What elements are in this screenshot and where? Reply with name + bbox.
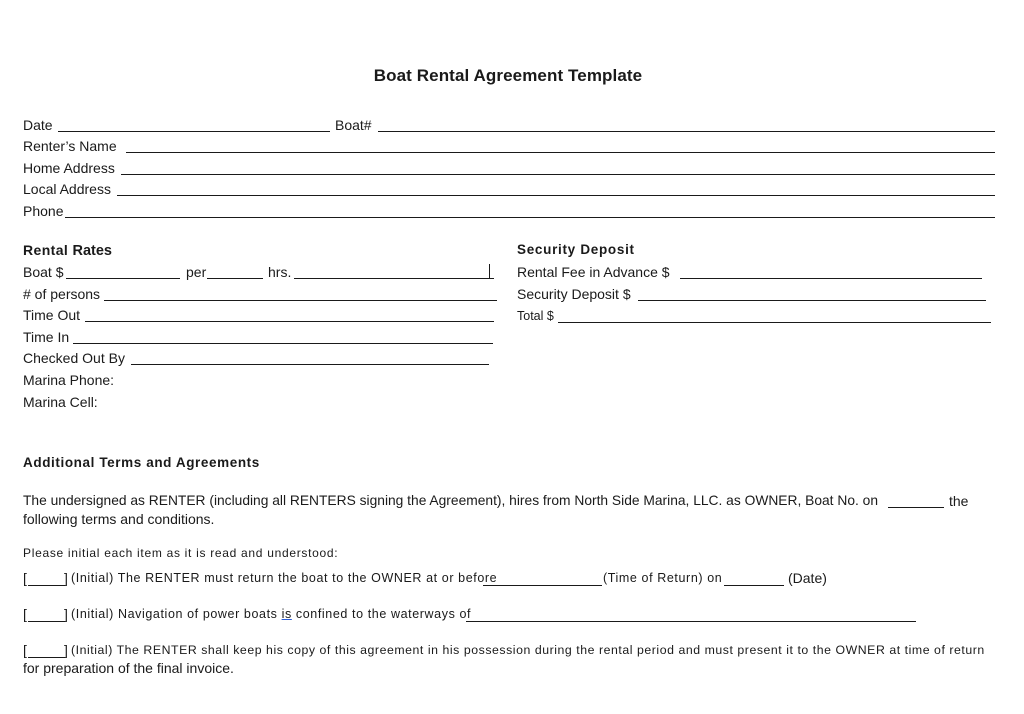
- intro-line-1: The undersigned as RENTER (including all RENTERS signing the Agreement), hires from North Side Marina, LLC. as OWNER, Boat No. on: [23, 493, 879, 508]
- boat-rate-field[interactable]: [66, 278, 180, 279]
- date-label: Date: [23, 117, 53, 133]
- text-cursor: [489, 264, 490, 278]
- hrs-label: hrs.: [268, 264, 292, 280]
- page-title: Boat Rental Agreement Template: [373, 66, 643, 85]
- item2-text: [71, 606, 471, 622]
- return-date-field[interactable]: [724, 585, 784, 586]
- item2-text-a: (Initial) Navigation of power boats: [71, 607, 282, 621]
- local-address-field[interactable]: [117, 195, 995, 196]
- bracket-open-3: [: [23, 642, 27, 658]
- date-field[interactable]: [58, 131, 330, 132]
- renter-name-field[interactable]: [126, 152, 995, 153]
- time-out-field[interactable]: [85, 321, 494, 322]
- phone-label: Phone: [23, 203, 64, 219]
- terms-heading: Additional Terms and Agreements: [23, 455, 260, 470]
- total-field[interactable]: [558, 322, 991, 323]
- bracket-open-1: [: [23, 570, 27, 586]
- item3-text-line-1: (Initial) The RENTER shall keep his copy of this agreement in his possession during the rental period and must present it to the OWNER at time of return: [71, 643, 985, 657]
- total-label: Total $: [517, 309, 554, 323]
- home-address-field[interactable]: [121, 174, 995, 175]
- phone-field[interactable]: [65, 217, 995, 218]
- item2-text-is: is: [281, 607, 292, 621]
- rental-rates-heading-b: Rates: [72, 243, 112, 259]
- boat-number-label: Boat#: [335, 117, 372, 133]
- initial-field-2[interactable]: [28, 621, 65, 622]
- instruction-text: Please initial each item as it is read and understood:: [23, 546, 339, 560]
- bracket-open-2: [: [23, 606, 27, 622]
- per-field[interactable]: [207, 278, 263, 279]
- boat-rate-label: Boat $: [23, 264, 64, 280]
- item1-text-c: (Date): [788, 570, 827, 586]
- renter-name-label: Renter’s Name: [23, 138, 117, 154]
- rental-fee-field[interactable]: [680, 278, 982, 279]
- marina-phone-label: Marina Phone:: [23, 372, 115, 388]
- boat-number-field[interactable]: [378, 131, 995, 132]
- hrs-field[interactable]: [294, 278, 494, 279]
- item2-text-b: confined to the waterways of: [291, 607, 472, 621]
- bracket-close-2: ]: [64, 606, 68, 622]
- initial-field-3[interactable]: [28, 657, 65, 658]
- marina-cell-label: Marina Cell:: [23, 394, 98, 410]
- bracket-close-1: ]: [64, 570, 68, 586]
- persons-label: # of persons: [23, 286, 101, 302]
- checked-out-by-label: Checked Out By: [23, 350, 125, 366]
- intro-the: the: [949, 493, 969, 509]
- item3-text-line-2: for preparation of the final invoice.: [23, 660, 234, 676]
- initial-field-1[interactable]: [28, 585, 65, 586]
- security-deposit-label: Security Deposit $: [517, 286, 631, 302]
- time-of-return-field[interactable]: [483, 585, 602, 586]
- per-label: per: [186, 264, 207, 280]
- security-deposit-heading: Security Deposit: [517, 242, 635, 257]
- bracket-close-3: ]: [64, 642, 68, 658]
- local-address-label: Local Address: [23, 181, 111, 197]
- time-in-field[interactable]: [73, 343, 493, 344]
- item1-text-a: (Initial) The RENTER must return the boat to the OWNER at or before: [71, 571, 498, 585]
- persons-field[interactable]: [104, 300, 497, 301]
- time-out-label: Time Out: [23, 307, 81, 323]
- security-deposit-field[interactable]: [638, 300, 986, 301]
- item1-text-b: (Time of Return) on: [603, 571, 723, 585]
- rental-rates-heading: [23, 242, 112, 259]
- checked-out-by-field[interactable]: [131, 364, 489, 365]
- waterways-field[interactable]: [466, 621, 916, 622]
- rental-rates-heading-a: Rental: [23, 242, 73, 258]
- boat-date-field[interactable]: [888, 507, 944, 508]
- rental-fee-label: Rental Fee in Advance $: [517, 264, 670, 280]
- intro-line-2: following terms and conditions.: [23, 511, 215, 527]
- home-address-label: Home Address: [23, 160, 115, 176]
- time-in-label: Time In: [23, 329, 70, 345]
